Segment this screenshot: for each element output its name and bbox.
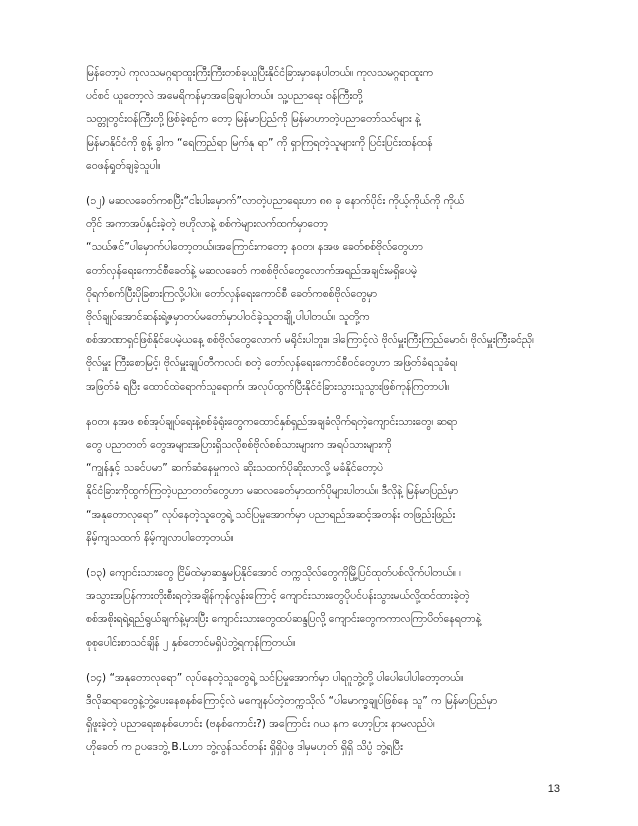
text-line: နိုင်ငံခြားကိုထွက်ကြတဲ့ပညာတတ်တွေဟာ မဆလခေတ်မှာထက်ပိုများပါတယ်။ ဒီလိုနဲ့ မြန်မာပြည်မှာ [86, 485, 459, 498]
text-line: (၁၂) မဆလခေတ်ကစပြီး“ငါးပါးမှောက်”လာတဲ့ပညာရေးဟာ ၈၈ ခု နောက်ပိုင်း ကိုယ့်ကိုယ်ကို ကိုယ် [86, 195, 465, 208]
text-line: (၁၃) ကျောင်းသားတွေ ငြိမ်ထဲမှာဆန္ဒမပြနိုင်အောင် တက္ကသိုလ်တွေကိုမြို့ပြင်ထုတ်ပစ်လိုက်ပါတယ်။ ၊ [86, 567, 461, 580]
paragraph-2 [86, 190, 556, 399]
text-line: ပင်စင် ယူတော့လဲ အမေရိကန်မှာအခြေချပါတယ်။ သူ့ပညာရေး ဝန်ကြီးတို့ [86, 90, 363, 103]
text-line: ဝေဖန်ရှုတ်ချခဲ့သူပါ။ [86, 159, 161, 172]
text-line: မြန်မာနိုင်ငံကို စွန့် ခွါက “ရေကြည်ရာ မြက်နု ရာ” ကို ရှာကြရတဲ့သူများကို ပြင်းပြင်းထန်ထန် [86, 136, 433, 149]
text-line: တွေ ပညာတတ် တွေအများအပြားရှိသလိုစစ်ဗိုလ်စစ်သားများက အရပ်သားများကို [86, 439, 392, 452]
paragraph-1 [86, 62, 556, 178]
text-line: စစ်အာဏာရှင်ဖြစ်နိုင်ပေမဲ့ယနေ့ စစ်ဗိုလ်တွေလောက် မရိုင်းပါဘူး။ ဒါကြောင့်လဲ ဗိုလ်မှူးကြီးကြည်မောင်၊ ဗိုလ်မှူးကြီးခင်ညို၊ [86, 334, 534, 347]
text-line: တိုင် အကာအပ်နှင်းခဲ့တဲ့ ဗဟိုလာနဲ့ စစ်ကဲများလက်ထက်မှာတော့ [86, 218, 328, 231]
text-line: ဒီလိုဆရာတွေနဲ့ဘွဲ့ပေးနေစနစ်ကြောင့်လဲ မကျေနပ်တဲ့တက္ကသိုလ် “ပါမောက္ခချုပ်ဖြစ်နေ သူ” က မြန်မာပြည်မှာ [86, 695, 498, 708]
text-line: နိမ့်ကျသထက် နိမ့်ကျလာပါတော့တယ်။ [86, 531, 234, 544]
text-line: ဟိုခေတ် က ဥပဒေဘွဲ့ B.Lဟာ ဘွဲ့လွန်သင်တန်း ရှိရှိပဲဖွ ဒါမှမဟုတ် ရှိရှိ သိပ္ပံ ဘွဲ့ရပြီး [86, 741, 403, 754]
text-line: န၀တ၊ နအဖ စစ်အုပ်ချုပ်ရေးနဲ့စစ်ခုံရုံးတွေကထောင်နှစ်ရှည်အချခံလိုက်ရတဲ့ကျောင်းသားတွေ၊ ဆရာ [86, 415, 458, 428]
text-line: ဗိုလ်ချုပ်အောင်ဆန်းရဲ့ဇမှာတပ်မတော်မှာပါဝင်ခဲ့သူတချို့ ပါပါတယ်။ သူတို့က [86, 311, 370, 324]
text-line: ဝိုရက်စက်ပြီးပိုခြစားကြလို့ပါပဲ။ တော်လှန်ရေးကောင်စီ ခေတ်ကစစ်ဗိုလ်တွေမှာ [86, 287, 377, 300]
text-line: သတ္တုတွင်းဝန်ကြီးတို့ဖြစ်ခဲ့စဉ်က တော့ မြန်မာပြည်ကို မြန်မာဟာတဲ့ပညာတော်သင်များ နဲ့ [86, 113, 421, 126]
text-line: အသွားအပြန်ကားတိုးစီးရတဲ့အချိန်ကုန်လွန်းကြောင့် ကျောင်းသားတွေပိုပင်ပန်းသွားမယ်လို့ထင်ထားခဲ့တဲ့ [86, 590, 470, 603]
page-number: 13 [547, 783, 560, 795]
text-line: “သယ်ဇင်”ပါမှောက်ပါတော့တယ်။အကြောင်းကတော့ န၀တ၊ နအဖ ခေတ်စစ်ဗိုလ်တွေဟာ [86, 241, 423, 254]
text-line: (၁၄) “အနုတောလုရော” လုပ်နေတဲ့သူတွေရဲ့ သင်ပြမှုအောက်မှာ ပါရဂူဘွဲ့တို့ ပါပေါပေါပါတော့တယ်။ [86, 671, 464, 684]
paragraph-5 [86, 667, 556, 760]
text-line: တော်လှန်ရေးကောင်စီခေတ်နဲ့ မဆလခေတ် ကစစ်ဗိုလ်တွေလောက်အရည်အချင်းမရှိပေမဲ့ [86, 264, 418, 277]
text-line: ဗိုလ်မှူး ကြီးစောမြင့်၊ ဗိုလ်မှူးချုပ်တီကလင်၊ စတဲ့ တော်လှန်ရေးကောင်စီဝင်တွေဟာ အဖြတ်ခံရသူခံရ၊ [86, 357, 458, 370]
text-line: စုစုပေါင်းစာသင်ချိန် ၂ နှစ်တောင်မရှိပဲဘွဲ့ရကုန်ကြတယ်။ [86, 636, 296, 649]
paragraph-3 [86, 411, 556, 550]
text-line: မြန်တော့ပဲ ကုလသမဂ္ဂရာထူးကြီးကြီးတစ်ခုယူပြီးနိုင်ငံခြားမှာနေပါတယ်။ ကုလသမဂ္ဂရာထူးက [86, 67, 433, 79]
body-text [86, 62, 556, 772]
text-line: “အနုတောလုရော” လုပ်နေတဲ့သူတွေရဲ့ သင်ပြမှုအောက်မှာ ပညာရည်အဆင့်အတန်း တဖြည်းဖြည်း [86, 508, 456, 521]
text-line: ရှိဖူးခဲ့တဲ့ ပညာရေးစနစ်ဟောင်း (ဗနစ်ကောင်း?) အကြောင်း ဂယ နက ဟော့ပြား နာမလည်ပဲ၊ [86, 718, 435, 731]
text-line: စစ်အစိုးရရဲ့ရည်ရွယ်ချက်နဲ့မှားပြီး ကျောင်းသားတွေထပ်ဆန္ဒပြလို့ ကျောင်းတွေကကာလကြာပိတ်နေရတာနဲ့ [86, 613, 481, 626]
paragraph-4 [86, 562, 556, 655]
text-line: အဖြတ်ခံ ရပြီး ထောင်ထဲရောက်သူရောက်၊ အလုပ်ထွက်ပြီးနိုင်ငံခြားသွားသူသွားဖြစ်ကုန်ကြတာပါ။ [86, 380, 450, 393]
text-line: “ကျွန်နှင့် သခင်ပမာ” ဆက်ဆံနေမှုကလဲ ဆိုးသထက်ပိုဆိုးလာလို့ မခံနိုင်တော့ပဲ [86, 462, 384, 475]
